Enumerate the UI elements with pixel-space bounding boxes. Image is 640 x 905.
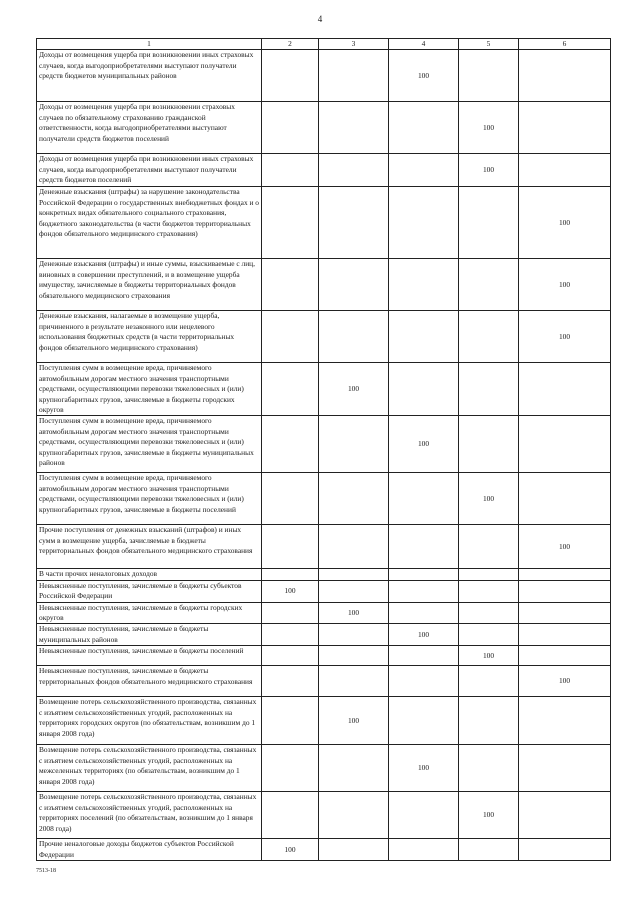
table-row <box>37 311 611 363</box>
table-row <box>37 259 611 311</box>
revenue-item-description: Поступления сумм в возмещение вреда, причиняемого автомобильным дорогам местного значения транспортными средствами, осуществляющими перевозки тяжеловесных и (или) крупногабаритных грузов, зачисляемые в бюджеты поселений <box>37 473 262 525</box>
allocation-percent-c2 <box>262 259 319 311</box>
allocation-percent-c4 <box>389 646 459 666</box>
column-header: 5 <box>459 39 519 50</box>
allocation-percent-c4 <box>389 580 459 602</box>
allocation-percent-c5: 100 <box>459 154 519 187</box>
allocation-percent-c6 <box>519 416 611 473</box>
allocation-percent-c2 <box>262 311 319 363</box>
revenue-item-description: В части прочих неналоговых доходов <box>37 569 262 580</box>
allocation-percent-c5 <box>459 745 519 792</box>
allocation-percent-c3 <box>319 624 389 646</box>
allocation-percent-c5: 100 <box>459 646 519 666</box>
allocation-percent-c3 <box>319 102 389 154</box>
allocation-percent-c5 <box>459 666 519 697</box>
allocation-percent-c6 <box>519 602 611 624</box>
table-row <box>37 569 611 580</box>
column-header: 1 <box>37 39 262 50</box>
table-row <box>37 745 611 792</box>
revenue-item-description: Доходы от возмещения ущерба при возникновении иных страховых случаев, когда выгодоприобретателями выступают получатели средств бюджетов муниципальных районов <box>37 50 262 102</box>
table-row <box>37 580 611 602</box>
revenue-item-description: Возмещение потерь сельскохозяйственного производства, связанных с изъятием сельскохозяйственных угодий, расположенных на территориях городских округов (по обязательствам, возникшим до 1 января 2008 года) <box>37 697 262 745</box>
allocation-percent-c4 <box>389 473 459 525</box>
revenue-item-description: Доходы от возмещения ущерба при возникновении иных страховых случаев, когда выгодоприобретателями выступают получатели средств бюджетов поселений <box>37 154 262 187</box>
revenue-item-description: Возмещение потерь сельскохозяйственного производства, связанных с изъятием сельскохозяйственных угодий, расположенных на территориях поселений (по обязательствам, возникшим до 1 января 2008 года) <box>37 792 262 839</box>
allocation-percent-c6 <box>519 102 611 154</box>
allocation-percent-c6 <box>519 50 611 102</box>
allocation-percent-c4 <box>389 311 459 363</box>
allocation-percent-c2 <box>262 569 319 580</box>
allocation-percent-c4: 100 <box>389 745 459 792</box>
allocation-percent-c4 <box>389 154 459 187</box>
revenue-item-description: Денежные взыскания, налагаемые в возмещение ущерба, причиненного в результате незаконного или нецелевого использования бюджетных средств (в части территориальных фондов обязательного медицинского страхования) <box>37 311 262 363</box>
revenue-item-description: Невыясненные поступления, зачисляемые в бюджеты поселений <box>37 646 262 666</box>
table-header-row <box>37 39 611 50</box>
allocation-percent-c3: 100 <box>319 363 389 416</box>
allocation-percent-c2 <box>262 666 319 697</box>
allocation-percent-c2 <box>262 187 319 259</box>
allocation-percent-c2: 100 <box>262 839 319 861</box>
allocation-percent-c2 <box>262 102 319 154</box>
page-number: 4 <box>317 14 323 24</box>
allocation-percent-c2 <box>262 646 319 666</box>
allocation-percent-c5 <box>459 580 519 602</box>
allocation-percent-c4 <box>389 187 459 259</box>
allocation-percent-c4 <box>389 602 459 624</box>
allocation-percent-c4 <box>389 839 459 861</box>
table-row <box>37 525 611 569</box>
allocation-percent-c2 <box>262 473 319 525</box>
revenue-item-description: Денежные взыскания (штрафы) и иные суммы, взыскиваемые с лиц, виновных в совершении преступлений, и в возмещение ущерба имуществу, зачисляемые в бюджеты территориальных фондов обязательного медицинского страхования <box>37 259 262 311</box>
column-header: 4 <box>389 39 459 50</box>
allocation-percent-c3 <box>319 416 389 473</box>
allocation-percent-c4 <box>389 697 459 745</box>
table-row <box>37 363 611 416</box>
allocation-percent-c6 <box>519 569 611 580</box>
revenue-item-description: Поступления сумм в возмещение вреда, причиняемого автомобильным дорогам местного значения транспортными средствами, осуществляющими перевозки тяжеловесных и (или) крупногабаритных грузов, зачисляемые в бюджеты городских округов <box>37 363 262 416</box>
allocation-percent-c6 <box>519 624 611 646</box>
table-row <box>37 666 611 697</box>
allocation-percent-c2 <box>262 154 319 187</box>
allocation-percent-c6 <box>519 473 611 525</box>
allocation-percent-c3 <box>319 580 389 602</box>
allocation-percent-c6 <box>519 154 611 187</box>
document-code: 7513-18 <box>36 868 56 874</box>
table-row <box>37 624 611 646</box>
allocation-percent-c3 <box>319 745 389 792</box>
allocation-percent-c6 <box>519 745 611 792</box>
allocation-percent-c3 <box>319 569 389 580</box>
column-header: 6 <box>519 39 611 50</box>
allocation-percent-c5 <box>459 311 519 363</box>
allocation-percent-c6: 100 <box>519 666 611 697</box>
allocation-percent-c2 <box>262 624 319 646</box>
allocation-percent-c2: 100 <box>262 580 319 602</box>
allocation-percent-c3 <box>319 473 389 525</box>
allocation-percent-c6 <box>519 363 611 416</box>
revenue-item-description: Невыясненные поступления, зачисляемые в бюджеты субъектов Российской Федерации <box>37 580 262 602</box>
allocation-percent-c5 <box>459 50 519 102</box>
revenue-item-description: Прочие поступления от денежных взысканий (штрафов) и иных сумм в возмещение ущерба, зачисляемые в бюджеты территориальных фондов обязательного медицинского страхования <box>37 525 262 569</box>
revenue-item-description: Невыясненные поступления, зачисляемые в бюджеты муниципальных районов <box>37 624 262 646</box>
allocation-percent-c2 <box>262 602 319 624</box>
allocation-percent-c6: 100 <box>519 259 611 311</box>
allocation-percent-c3: 100 <box>319 697 389 745</box>
allocation-percent-c5 <box>459 187 519 259</box>
allocation-percent-c4 <box>389 102 459 154</box>
revenue-item-description: Прочие неналоговые доходы бюджетов субъектов Российской Федерации <box>37 839 262 861</box>
allocation-percent-c4 <box>389 525 459 569</box>
table-row <box>37 792 611 839</box>
table-row <box>37 187 611 259</box>
allocation-percent-c5 <box>459 363 519 416</box>
revenue-item-description: Денежные взыскания (штрафы) за нарушение законодательства Российской Федерации о государственных внебюджетных фондах и о конкретных видах обязательного социального страхования, бюджетного законодательства (в части бюджетов территориальных фондов обязательного медицинского страхования) <box>37 187 262 259</box>
allocation-percent-c2 <box>262 363 319 416</box>
allocation-percent-c5 <box>459 259 519 311</box>
table-row <box>37 839 611 861</box>
revenue-item-description: Поступления сумм в возмещение вреда, причиняемого автомобильным дорогам местного значения транспортными средствами, осуществляющими перевозки тяжеловесных и (или) крупногабаритных грузов, зачисляемые в бюджеты муниципальных районов <box>37 416 262 473</box>
allocation-percent-c6 <box>519 839 611 861</box>
allocation-percent-c4 <box>389 792 459 839</box>
allocation-percent-c5 <box>459 525 519 569</box>
allocation-percent-c4 <box>389 259 459 311</box>
allocation-percent-c3 <box>319 259 389 311</box>
allocation-percent-c6 <box>519 792 611 839</box>
allocation-percent-c5 <box>459 602 519 624</box>
column-header: 2 <box>262 39 319 50</box>
allocation-percent-c2 <box>262 792 319 839</box>
allocation-percent-c3 <box>319 792 389 839</box>
allocation-percent-c5 <box>459 839 519 861</box>
allocation-percent-c2 <box>262 416 319 473</box>
allocation-percent-c6 <box>519 697 611 745</box>
allocation-percent-c3 <box>319 525 389 569</box>
revenue-table <box>36 38 611 861</box>
table-row <box>37 697 611 745</box>
allocation-percent-c6 <box>519 580 611 602</box>
table-row <box>37 646 611 666</box>
allocation-percent-c6: 100 <box>519 311 611 363</box>
allocation-percent-c5 <box>459 416 519 473</box>
allocation-percent-c5 <box>459 569 519 580</box>
allocation-percent-c4: 100 <box>389 50 459 102</box>
allocation-percent-c4: 100 <box>389 416 459 473</box>
allocation-percent-c3 <box>319 154 389 187</box>
allocation-percent-c4 <box>389 363 459 416</box>
table-row <box>37 50 611 102</box>
allocation-percent-c3 <box>319 646 389 666</box>
table-row <box>37 416 611 473</box>
allocation-percent-c3: 100 <box>319 602 389 624</box>
revenue-item-description: Доходы от возмещения ущерба при возникновении страховых случаев по обязательному страхованию гражданской ответственности, когда выгодоприобретателями выступают получатели средств бюджетов поселений <box>37 102 262 154</box>
allocation-percent-c3 <box>319 666 389 697</box>
allocation-percent-c3 <box>319 50 389 102</box>
table-row <box>37 102 611 154</box>
allocation-percent-c6: 100 <box>519 525 611 569</box>
table-row <box>37 154 611 187</box>
allocation-percent-c5: 100 <box>459 473 519 525</box>
allocation-percent-c3 <box>319 311 389 363</box>
allocation-percent-c3 <box>319 839 389 861</box>
allocation-percent-c5: 100 <box>459 792 519 839</box>
allocation-percent-c6 <box>519 646 611 666</box>
allocation-percent-c4: 100 <box>389 624 459 646</box>
allocation-percent-c5 <box>459 624 519 646</box>
allocation-percent-c2 <box>262 745 319 792</box>
allocation-percent-c2 <box>262 50 319 102</box>
allocation-percent-c4 <box>389 569 459 580</box>
allocation-percent-c6: 100 <box>519 187 611 259</box>
column-header: 3 <box>319 39 389 50</box>
revenue-item-description: Невыясненные поступления, зачисляемые в бюджеты городских округов <box>37 602 262 624</box>
table-row <box>37 602 611 624</box>
allocation-percent-c5: 100 <box>459 102 519 154</box>
allocation-percent-c4 <box>389 666 459 697</box>
allocation-percent-c2 <box>262 525 319 569</box>
table-row <box>37 473 611 525</box>
revenue-item-description: Невыясненные поступления, зачисляемые в бюджеты территориальных фондов обязательного медицинского страхования <box>37 666 262 697</box>
revenue-item-description: Возмещение потерь сельскохозяйственного производства, связанных с изъятием сельскохозяйственных угодий, расположенных на межселенных территориях (по обязательствам, возникшим до 1 января 2008 года) <box>37 745 262 792</box>
allocation-percent-c2 <box>262 697 319 745</box>
allocation-percent-c5 <box>459 697 519 745</box>
allocation-percent-c3 <box>319 187 389 259</box>
